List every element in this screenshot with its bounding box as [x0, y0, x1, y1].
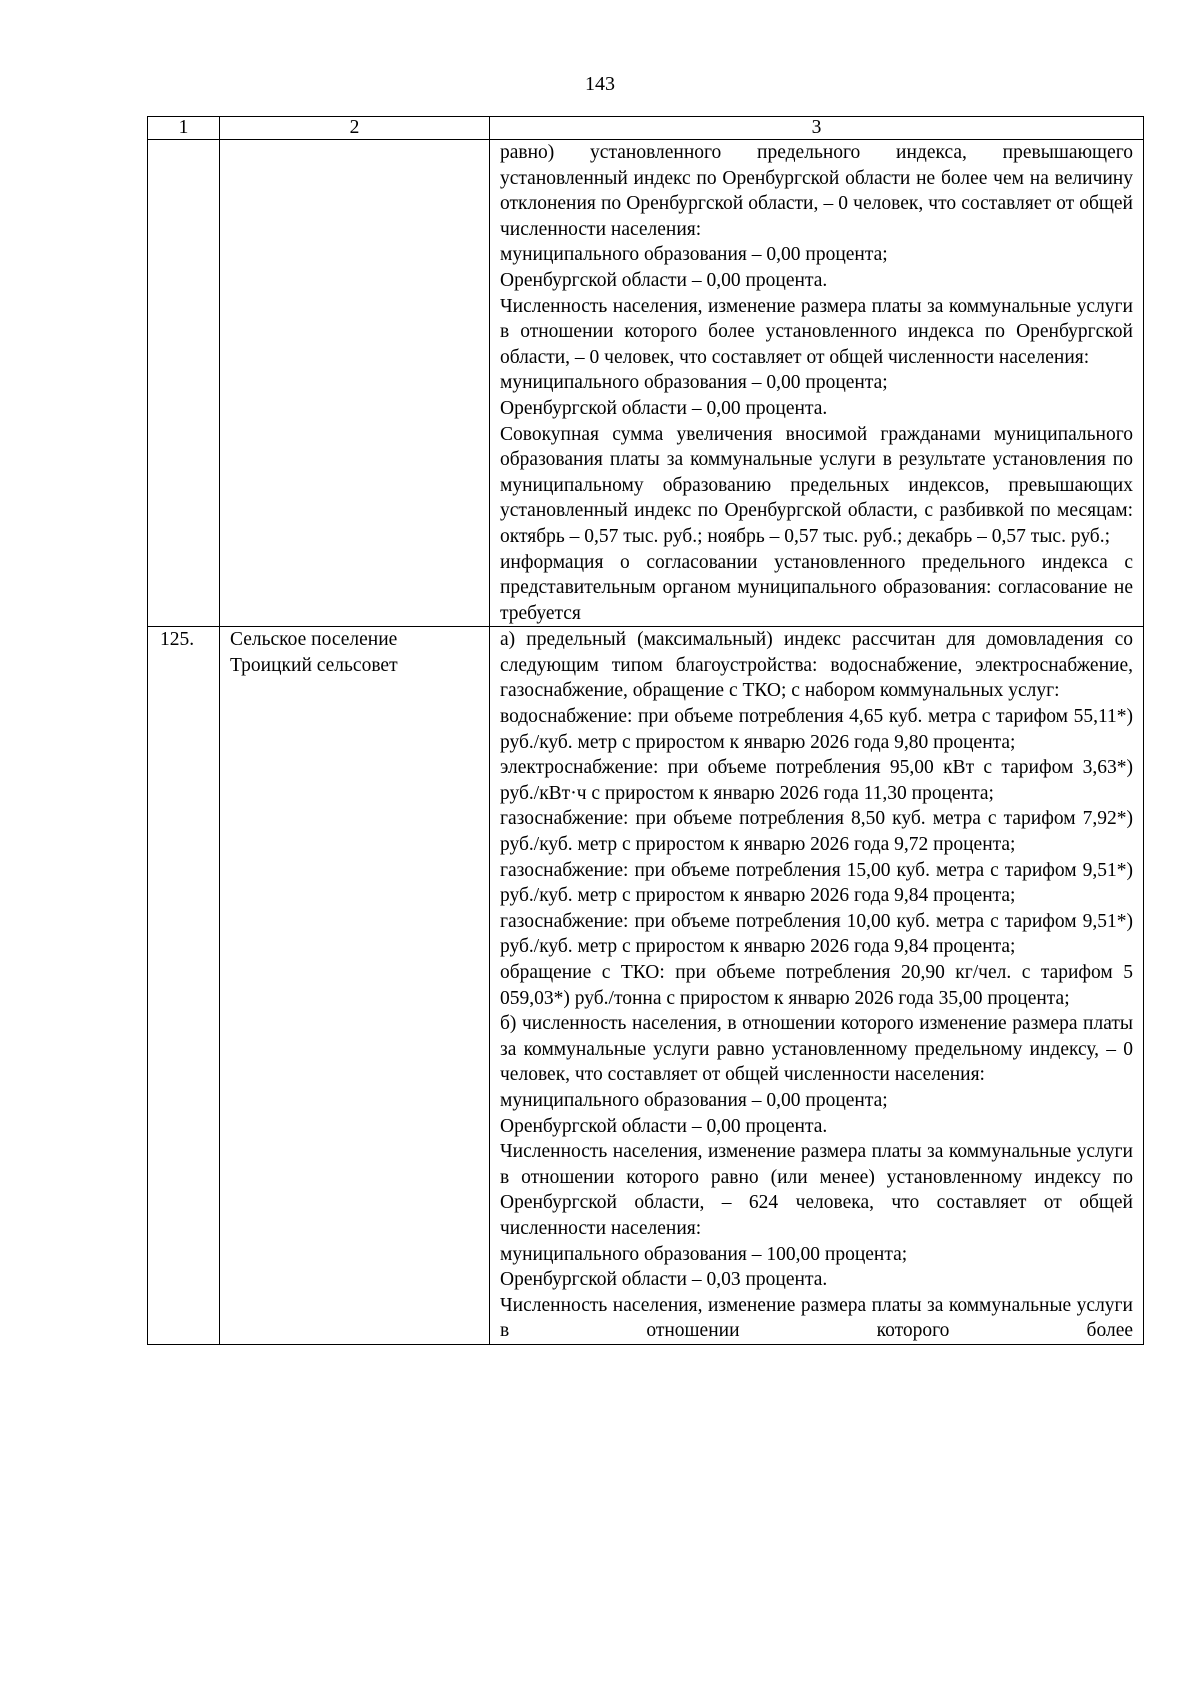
- paragraph: информация о согласовании установленного предельного индекса с представительным органом муниципального образования: согласование не требуется: [500, 551, 1133, 624]
- paragraph: водоснабжение: при объеме потребления 4,65 куб. метра с тарифом 55,11*) руб./куб. метр с приростом к январю 2026 года 9,80 процента;: [500, 706, 1133, 753]
- paragraph: газоснабжение: при объеме потребления 10,00 куб. метра с тарифом 9,51*) руб./куб. метр с приростом к январю 2026 года 9,84 процента;: [500, 910, 1133, 958]
- header-col-3: 3: [490, 117, 1144, 140]
- paragraph: газоснабжение: при объеме потребления 15,00 куб. метра с тарифом 9,51*) руб./куб. метр с приростом к январю 2026 года 9,84 процента;: [500, 859, 1133, 907]
- paragraph: муниципального образования – 0,00 процента;: [500, 372, 888, 394]
- paragraph: электроснабжение: при объеме потребления 95,00 кВт с тарифом 3,63*) руб./кВт·ч с приростом к январю 2026 года 11,30 процента;: [500, 757, 1133, 804]
- table-row: [148, 627, 1144, 1345]
- paragraph: равно) установленного предельного индекса, превышающего установленный индекс по Оренбургской области не более чем на величину отклонения по Оренбургской области, – 0 человек, что составляет от общей численности населения:: [500, 142, 1133, 240]
- row-number: [148, 140, 220, 627]
- table-row: [148, 140, 1144, 627]
- row-number: 125.: [148, 627, 220, 1345]
- page-number: 143: [585, 73, 615, 95]
- paragraph: Совокупная сумма увеличения вносимой гражданами муниципального образования платы за коммунальные услуги в результате установления по муниципальному образованию предельных индексов, превышающих установленный индекс по Оренбургской области, с разбивкой по месяцам: октябрь – 0,57 тыс. руб.; ноябрь – 0,57 тыс. руб.; декабрь – 0,57 тыс. руб.;: [500, 423, 1133, 547]
- municipality-name: [220, 140, 490, 627]
- paragraph: Оренбургской области – 0,00 процента.: [500, 1115, 828, 1137]
- paragraph: Численность населения, изменение размера платы за коммунальные услуги в отношении которого более установленного индекса по Оренбургской области, – 0 человек, что составляет от общей численности населения:: [500, 295, 1133, 368]
- paragraph: Оренбургской области – 0,00 процента.: [500, 269, 828, 291]
- paragraph: газоснабжение: при объеме потребления 8,50 куб. метра с тарифом 7,92*) руб./куб. метр с приростом к январю 2026 года 9,72 процента;: [500, 808, 1133, 856]
- paragraph: муниципального образования – 0,00 процента;: [500, 1089, 888, 1111]
- paragraph: Численность населения, изменение размера платы за коммунальные услуги в отношении которого более: [500, 1294, 1133, 1342]
- header-col-1: 1: [148, 117, 220, 140]
- paragraph: а) предельный (максимальный) индекс рассчитан для домовладения со следующим типом благоустройства: водоснабжение, электроснабжение, газоснабжение, обращение с ТКО; с набором коммунальных услуг:: [500, 629, 1133, 702]
- paragraph: муниципального образования – 100,00 процента;: [500, 1243, 908, 1265]
- paragraph: муниципального образования – 0,00 процента;: [500, 244, 888, 266]
- paragraph: б) численность населения, в отношении которого изменение размера платы за коммунальные услуги равно установленному предельному индексу, – 0 человек, что составляет от общей численности населения:: [500, 1013, 1133, 1086]
- document-table: [147, 116, 1144, 1345]
- paragraph: обращение с ТКО: при объеме потребления 20,90 кг/чел. с тарифом 5 059,03*) руб./тонна с приростом к январю 2026 года 35,00 процента;: [500, 962, 1133, 1009]
- row-description: [490, 627, 1144, 1345]
- header-col-2: 2: [220, 117, 490, 140]
- paragraph: Оренбургской области – 0,03 процента.: [500, 1269, 828, 1291]
- municipality-name: Сельское поселение Троицкий сельсовет: [220, 627, 490, 1345]
- paragraph: Численность населения, изменение размера платы за коммунальные услуги в отношении которого равно (или менее) установленному индексу по Оренбургской области, – 624 человека, что составляет от общей численности населения:: [500, 1141, 1133, 1239]
- row-description: [490, 140, 1144, 627]
- paragraph: Оренбургской области – 0,00 процента.: [500, 397, 828, 419]
- table-header-row: [148, 117, 1144, 140]
